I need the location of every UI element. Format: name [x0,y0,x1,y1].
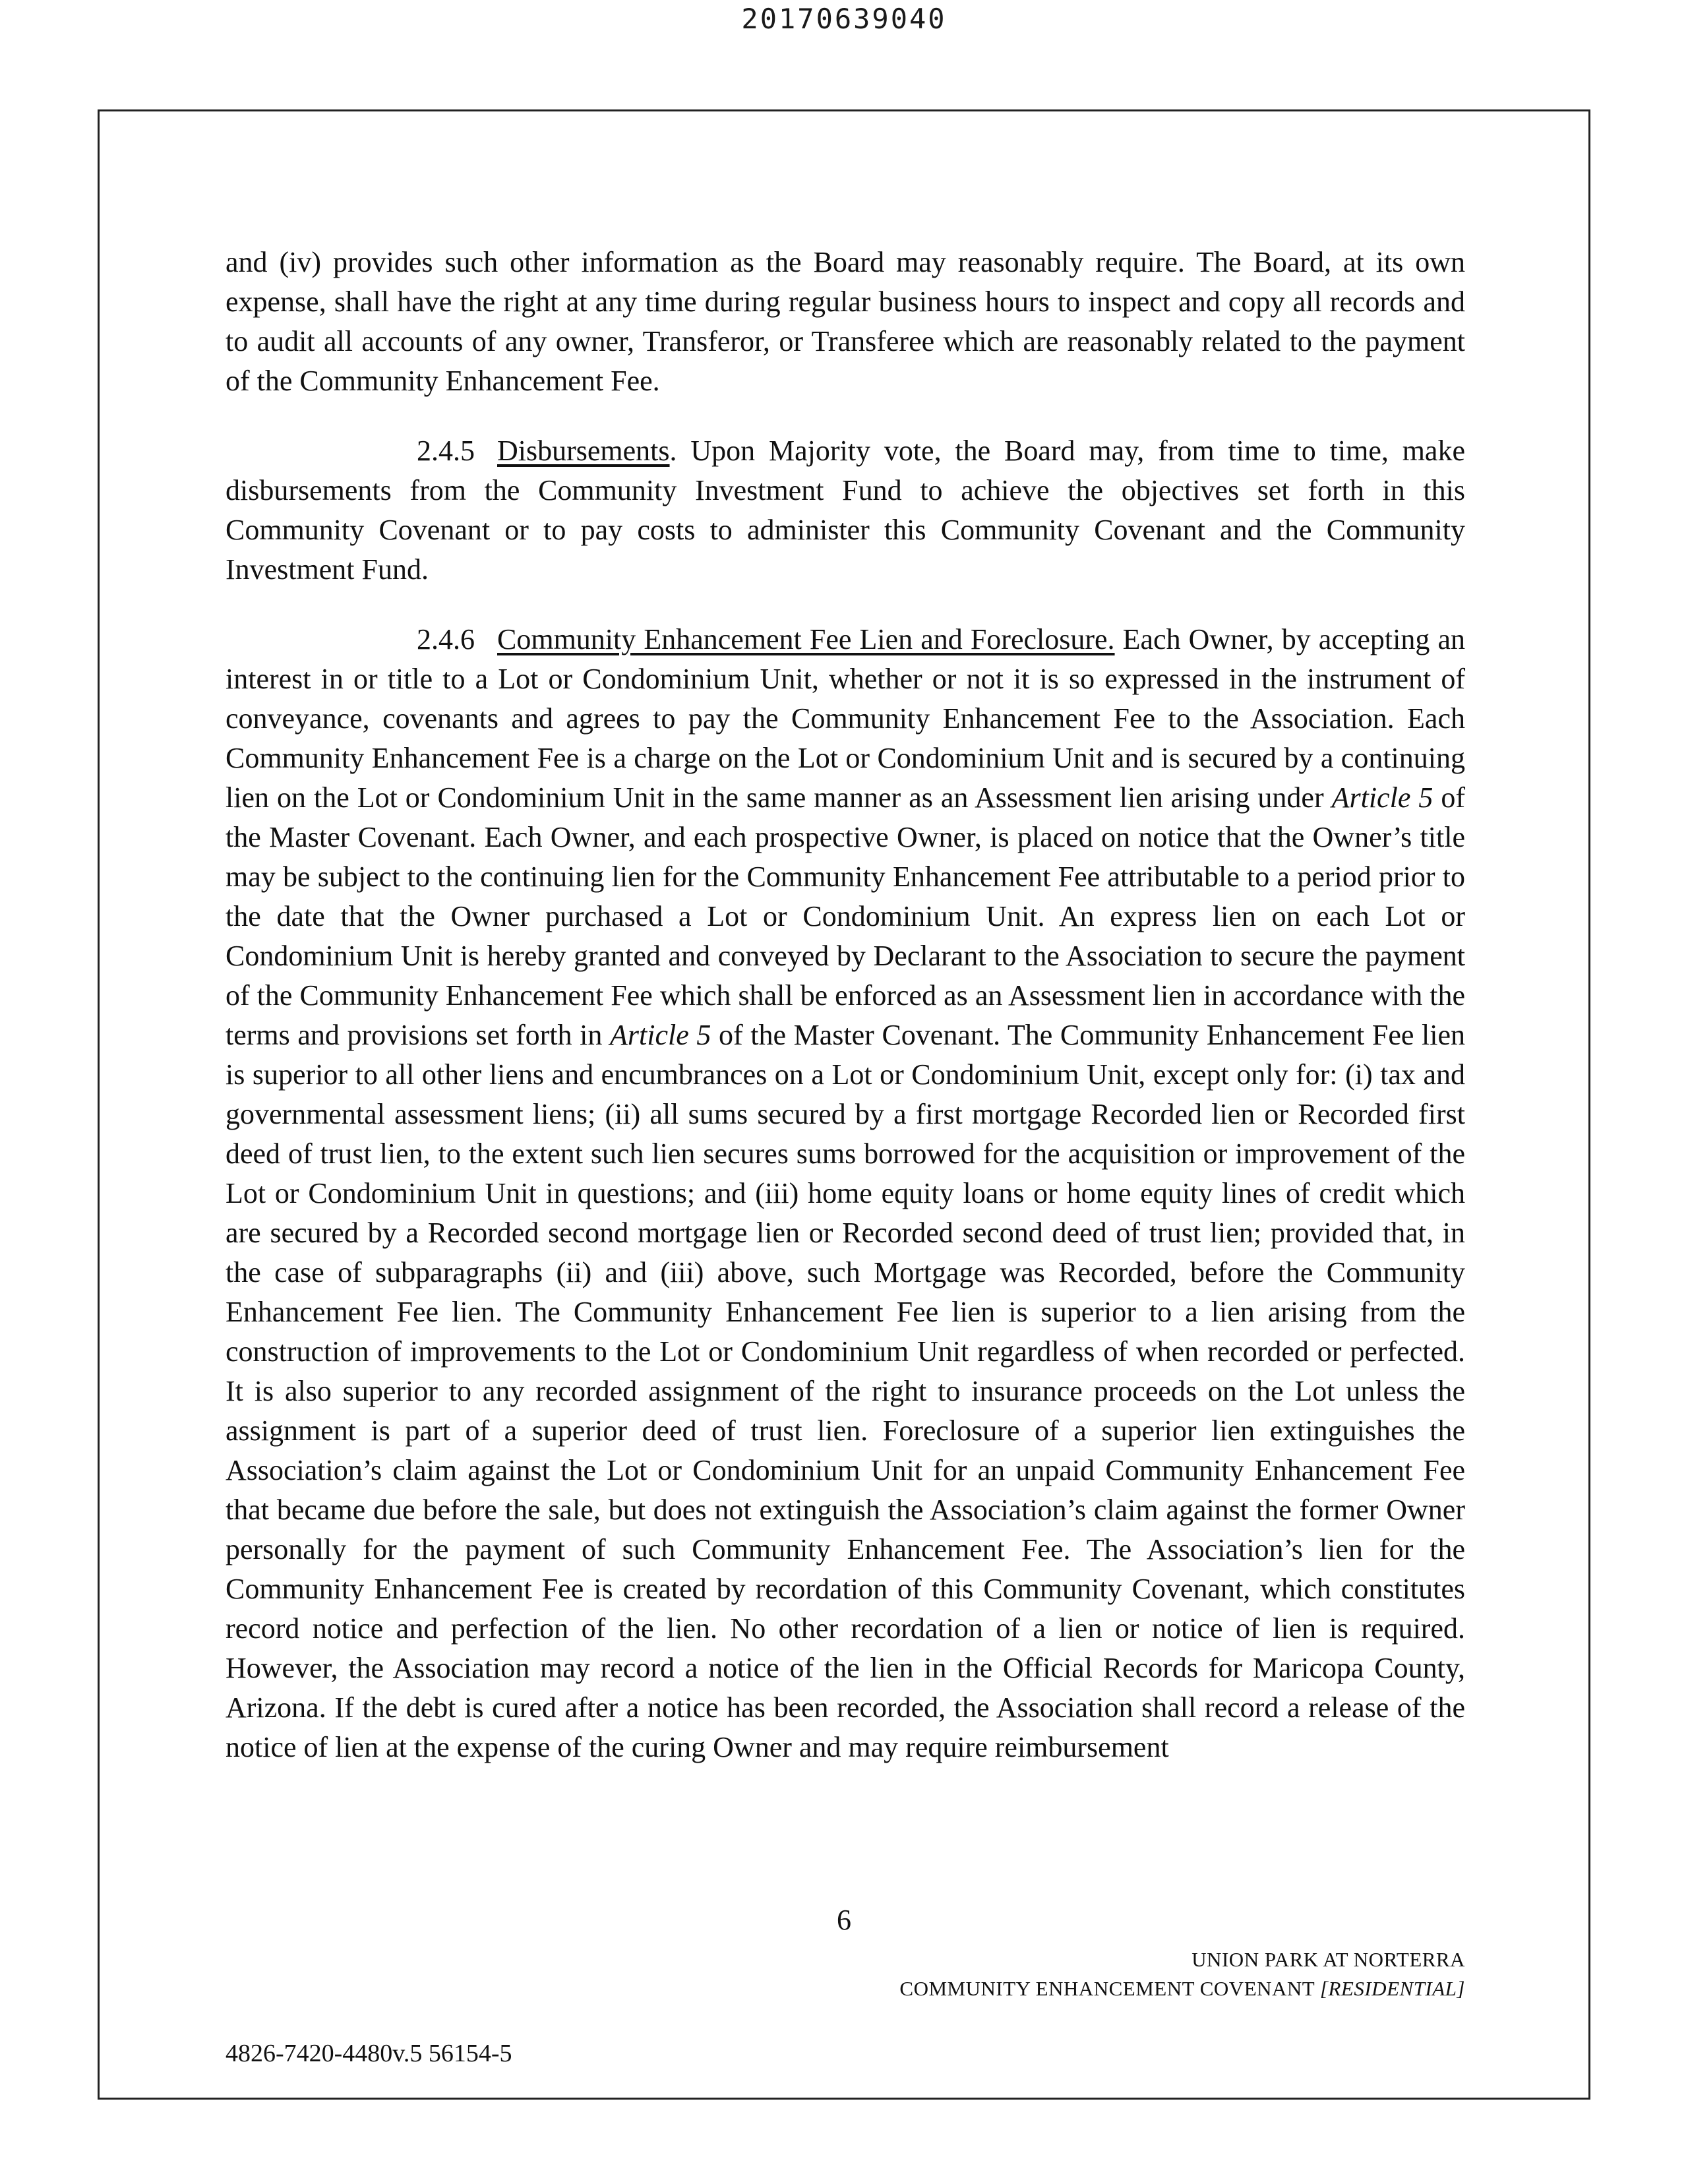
recording-number: 20170639040 [741,3,947,35]
section-number: 2.4.5 [417,435,475,467]
footer-title-block [899,1945,1465,2003]
section-number: 2.4.6 [417,623,475,655]
paragraph-continuation: and (iv) provides such other information as the Board may reasonably require. The Board, at its own expense, shall have the right at any time during regular business hours to inspect and copy all records and to audit all accounts of any owner, Transferor, or Transferee which are reasonably related to the payment of the Community Enhancement Fee. [226,246,1465,397]
footer-covenant-name [899,1974,1465,2003]
section-title: Disbursements [497,435,670,467]
footer-covenant-type: [RESIDENTIAL] [1319,1977,1465,2000]
page-number: 6 [837,1904,851,1936]
footer-doc-id: 4826-7420-4480v.5 56154-5 [226,2040,512,2067]
article-reference: Article 5 [1331,781,1433,814]
section-2-4-6 [226,620,1465,1767]
document-body [226,243,1465,1767]
section-title: Community Enhancement Fee Lien and Foreclosure. [497,623,1115,655]
footer-project-name: UNION PARK AT NORTERRA [1191,1948,1465,1971]
section-text: of the Master Covenant. The Community Enhancement Fee lien is superior to all other liens and encumbrances on a Lot or Condominium Unit, except only for: (i) tax and governmental assessment liens; (ii) all sums secured by a first mortgage Recorded lien or Recorded first deed of trust lien, to the extent such lien secures sums borrowed for the acquisition or improvement of the Lot or Condominium Unit in questions; and (iii) home equity loans or home equity lines of credit which are secured by a Recorded second mortgage lien or Recorded second deed of trust lien; provided that, in the case of subparagraphs (ii) and (iii) above, such Mortgage was Recorded, before the Community Enhancement Fee lien. The Community Enhancement Fee lien is superior to a lien arising from the construction of improvements to the Lot or Condominium Unit regardless of when recorded or perfected. It is also superior to any recorded assignment of the right to insurance proceeds on the Lot unless the assignment is part of a superior deed of trust lien. Foreclosure of a superior lien extinguishes the Association’s claim against the Lot or Condominium Unit for an unpaid Community Enhancement Fee that became due before the sale, but does not extinguish the Association’s claim against the former Owner personally for the payment of such Community Enhancement Fee. The Association’s lien for the Community Enhancement Fee is created by recordation of this Community Covenant, which constitutes record notice and perfection of the lien. No other recordation of a lien or notice of lien is required. However, the Association may record a notice of the lien in the Official Records for Maricopa County, Arizona. If the debt is cured after a notice has been recorded, the Association shall record a release of the notice of lien at the expense of the curing Owner and may require reimbursement [226,1019,1465,1763]
section-text: Each Owner, by accepting an interest in or title to a Lot or Condominium Unit, whether or not it is so expressed in the instrument of conveyance, covenants and agrees to pay the Community Enhancement Fee to the Association. Each Community Enhancement Fee is a charge on the Lot or Condominium Unit and is secured by a continuing lien on the Lot or Condominium Unit in the same manner as an Assessment lien arising under [226,623,1465,814]
article-reference: Article 5 [610,1019,711,1051]
footer-covenant-label: COMMUNITY ENHANCEMENT COVENANT [899,1977,1320,2000]
section-text: of the Master Covenant. Each Owner, and each prospective Owner, is placed on notice that the Owner’s title may be subject to the continuing lien for the Community Enhancement Fee attributable to a period prior to the date that the Owner purchased a Lot or Condominium Unit. An express lien on each Lot or Condominium Unit is hereby granted and conveyed by Declarant to the Association to secure the payment of the Community Enhancement Fee which shall be enforced as an Assessment lien in accordance with the terms and provisions set forth in [226,781,1465,1051]
section-2-4-5 [226,431,1465,590]
section-text: . Upon Majority vote, the Board may, from time to time, make disbursements from the Community Investment Fund to achieve the objectives set forth in this Community Covenant or to pay costs to administer this Community Covenant and the Community Investment Fund. [226,435,1465,586]
